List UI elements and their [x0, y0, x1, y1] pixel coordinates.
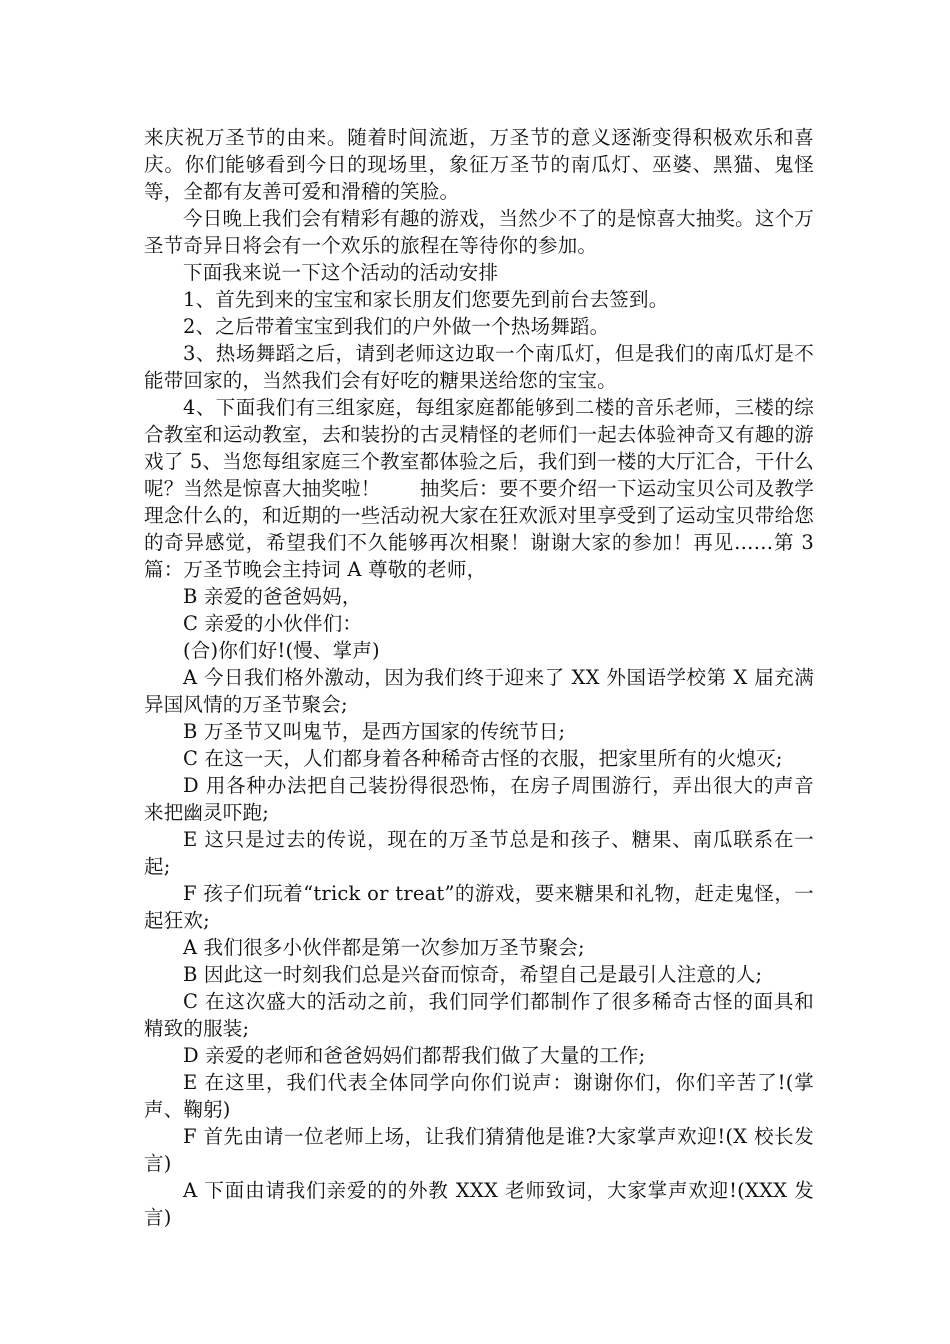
paragraph: (合)你们好!(慢、掌声): [183, 639, 380, 662]
paragraph: 2、之后带着宝宝到我们的户外做一个热场舞蹈。: [183, 315, 610, 338]
paragraph: 来庆祝万圣节的由来。随着时间流逝，万圣节的意义逐渐变得积极欢乐和喜庆。你们能够看到今日的现场里，象征万圣节的南瓜灯、巫婆、黑猫、鬼怪等，全都有友善可爱和滑稽的笑脸。: [144, 126, 814, 203]
paragraph: F 首先由请一位老师上场，让我们猜猜他是谁?大家掌声欢迎!(X 校长发言): [144, 1125, 814, 1175]
paragraph: A 我们很多小伙伴都是第一次参加万圣节聚会;: [183, 936, 585, 959]
paragraph: B 万圣节又叫鬼节，是西方国家的传统节日;: [183, 720, 566, 743]
paragraph: C 亲爱的小伙伴们：: [183, 612, 363, 635]
paragraph: D 亲爱的老师和爸爸妈妈们都帮我们做了大量的工作;: [183, 1044, 646, 1067]
paragraph: E 这只是过去的传说，现在的万圣节总是和孩子、糖果、南瓜联系在一起;: [144, 828, 814, 878]
paragraph: C 在这一天，人们都身着各种稀奇古怪的衣服，把家里所有的火熄灭;: [183, 747, 783, 770]
paragraph: F 孩子们玩着“trick or treat”的游戏，要来糖果和礼物，赶走鬼怪，一起狂欢;: [144, 882, 814, 932]
paragraph: 下面我来说一下这个活动的活动安排: [183, 261, 499, 284]
paragraph: B 因此这一时刻我们总是兴奋而惊奇，希望自己是最引人注意的人;: [183, 963, 763, 986]
paragraph: C 在这次盛大的活动之前，我们同学们都制作了很多稀奇古怪的面具和精致的服装;: [144, 990, 814, 1040]
paragraph: A 今日我们格外激动，因为我们终于迎来了 XX 外国语学校第 X 届充满异国风情的万圣节聚会;: [144, 666, 814, 716]
paragraph: 今日晚上我们会有精彩有趣的游戏，当然少不了的是惊喜大抽奖。这个万圣节奇异日将会有一个欢乐的旅程在等待你的参加。: [144, 207, 814, 257]
paragraph: A 下面由请我们亲爱的的外教 XXX 老师致词，大家掌声欢迎!(XXX 发言): [144, 1179, 814, 1229]
paragraph: E 在这里，我们代表全体同学向你们说声：谢谢你们，你们辛苦了!(掌声、鞠躬): [144, 1071, 814, 1121]
paragraph: 3、热场舞蹈之后，请到老师这边取一个南瓜灯，但是我们的南瓜灯是不能带回家的，当然我们会有好吃的糖果送给您的宝宝。: [144, 342, 814, 392]
document-body: [144, 124, 814, 1231]
paragraph: 4、下面我们有三组家庭，每组家庭都能够到二楼的音乐老师，三楼的综合教室和运动教室，去和装扮的古灵精怪的老师们一起去体验神奇又有趣的游戏了 5、当您每组家庭三个教室都体验之后，我们到一楼的大厅汇合，干什么呢？当然是惊喜大抽奖啦！ 抽奖后：要不要介绍一下运动宝贝公司及教学理念什么的，和近期的一些活动祝大家在狂欢派对里享受到了运动宝贝带给您的奇异感觉，希望我们不久能够再次相聚！谢谢大家的参加！再见……第 3 篇：万圣节晚会主持词 A 尊敬的老师，: [144, 396, 814, 581]
paragraph: 1、首先到来的宝宝和家长朋友们您要先到前台去签到。: [183, 288, 669, 311]
paragraph: B 亲爱的爸爸妈妈，: [183, 585, 362, 608]
paragraph: D 用各种办法把自己装扮得很恐怖，在房子周围游行，弄出很大的声音来把幽灵吓跑;: [144, 774, 814, 824]
